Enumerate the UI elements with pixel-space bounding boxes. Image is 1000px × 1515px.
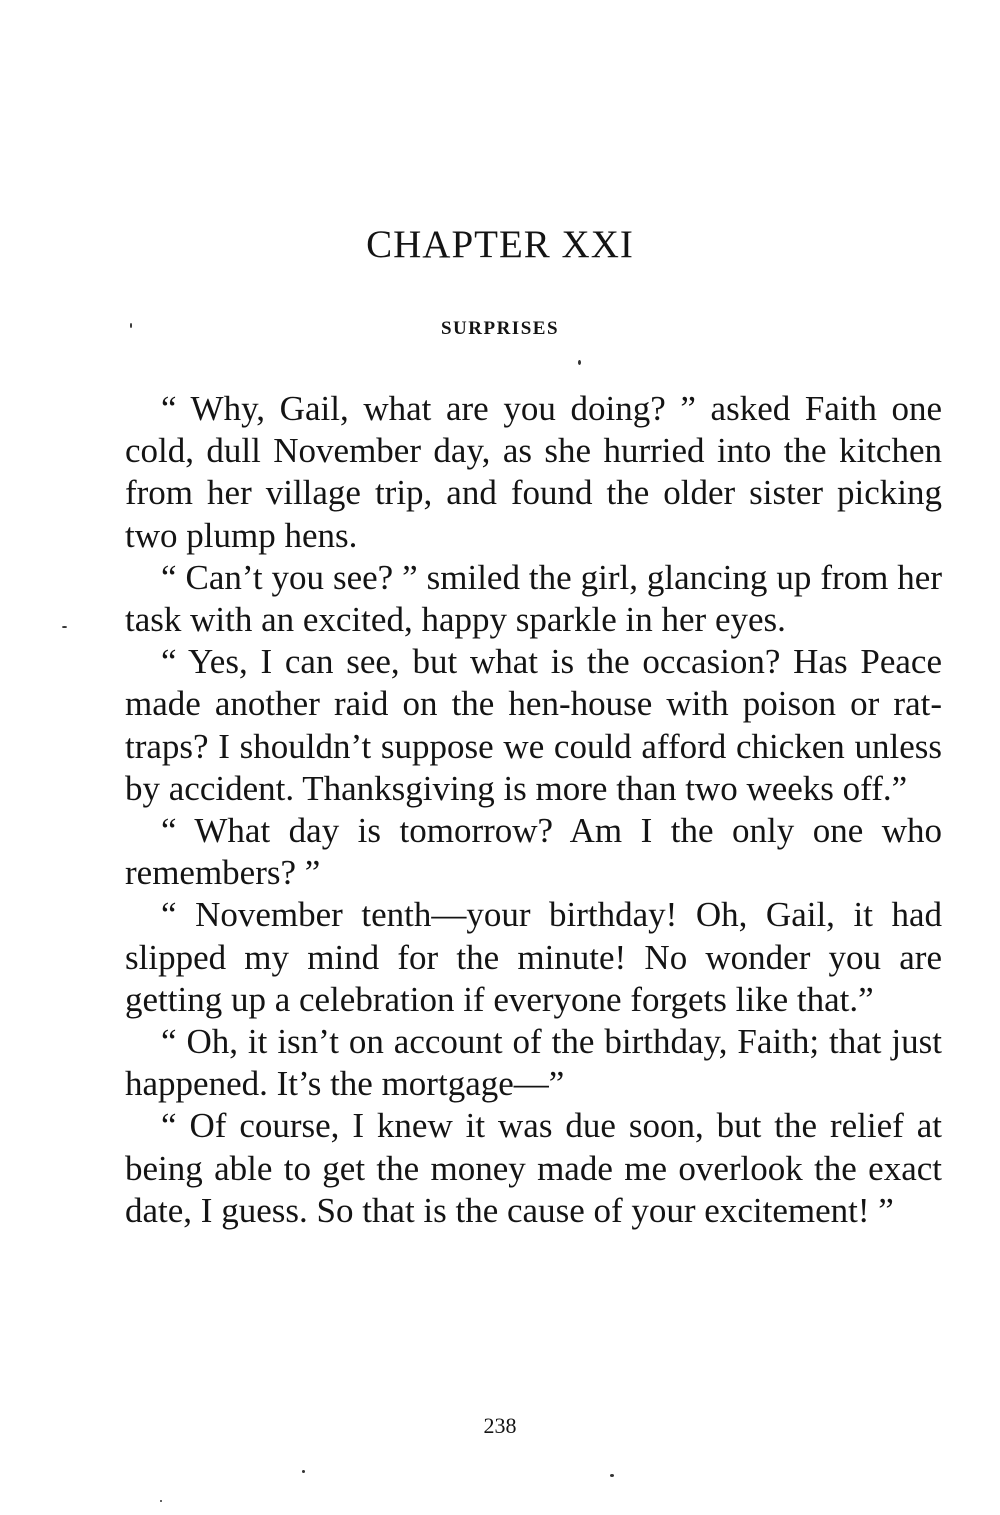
scan-speck	[160, 1500, 162, 1502]
scan-speck	[62, 626, 67, 628]
paragraph: “ Oh, it isn’t on account of the birthday, Faith; that just happened. It’s the mortgage—”	[125, 1022, 942, 1104]
paragraph: “ Of course, I knew it was due soon, but the relief at being able to get the money made me overlook the exact date, I guess. So that is the cause of your excitement! ”	[125, 1106, 942, 1230]
scan-speck	[610, 1474, 614, 1477]
chapter-subtitle: SURPRISES	[440, 318, 560, 339]
scan-speck	[130, 323, 132, 328]
paragraph: “ Why, Gail, what are you doing? ” asked Faith one cold, dull November day, as she hurried into the kitchen from her village trip, and found the older sister picking two plump hens.	[125, 389, 942, 555]
scan-speck	[578, 360, 581, 365]
paragraph: “ Yes, I can see, but what is the occasion? Has Peace made another raid on the hen-house with poison or rat-traps? I shouldn’t suppose we could afford chicken unless by accident. Thanksgiving is more than two weeks off.”	[125, 642, 942, 808]
chapter-title: CHAPTER XXI	[366, 223, 634, 266]
scan-speck	[302, 1470, 305, 1473]
body-text	[125, 388, 942, 1232]
paragraph: “ What day is tomorrow? Am I the only one who remembers? ”	[125, 811, 942, 893]
paragraph: “ November tenth—your birthday! Oh, Gail, it had slipped my mind for the minute! No wonder you are getting up a celebration if everyone forgets like that.”	[125, 895, 942, 1019]
paragraph: “ Can’t you see? ” smiled the girl, glancing up from her task with an excited, happy sparkle in her eyes.	[125, 557, 942, 640]
page-number: 238	[483, 1413, 517, 1438]
